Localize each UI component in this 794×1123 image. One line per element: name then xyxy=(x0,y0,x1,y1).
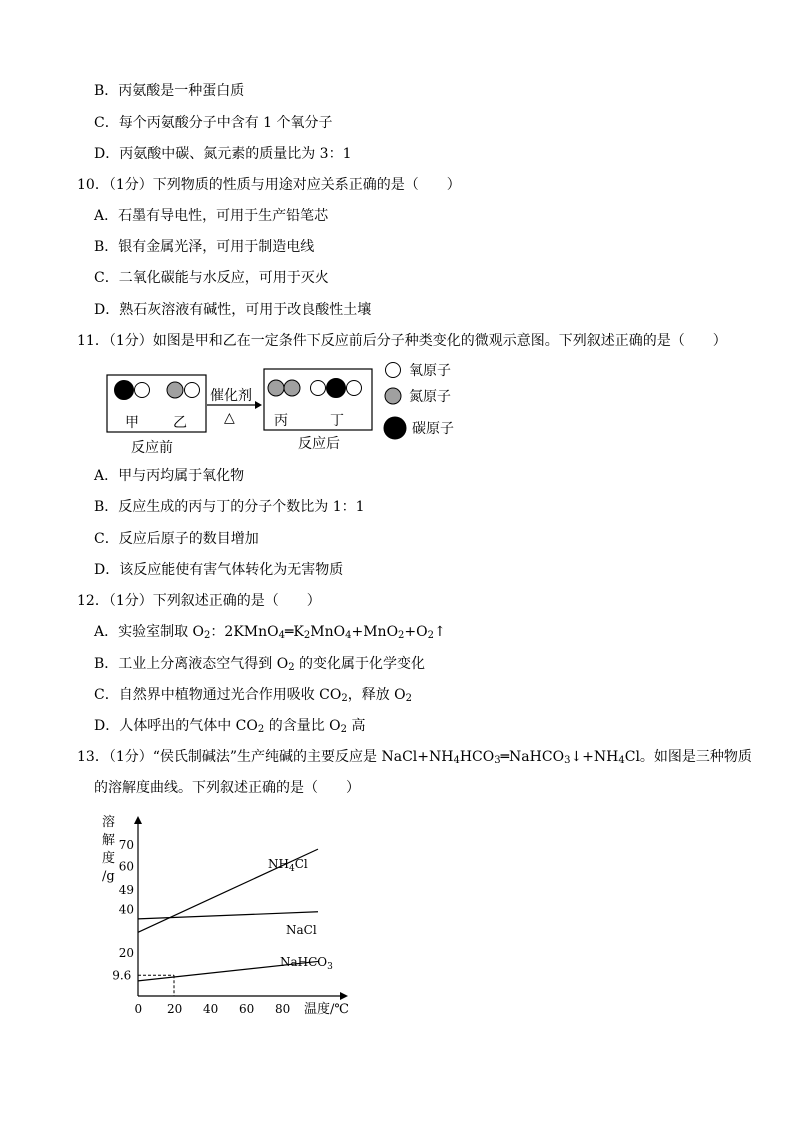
carbon-atom xyxy=(327,379,346,398)
q12-option-a: A．实验室制取 $O_2$：$2KMnO_4═K_2MnO_4+MnO_2+O_2↑$ xyxy=(94,624,446,641)
series-label-nahco3: NaHCO$_3$ xyxy=(280,955,333,972)
q9-option-d: D．丙氨酸中碳、氮元素的质量比为 3：1 xyxy=(94,146,352,162)
nitrogen-atom xyxy=(284,380,300,396)
q9-option-b: B．丙氨酸是一种蛋白质 xyxy=(94,83,245,99)
series-line-nahco3 xyxy=(138,961,318,980)
q12-option-d: D．人体呼出的气体中 $CO_2$ 的含量比 $O_2$ 高 xyxy=(94,718,366,735)
x-axis-arrow xyxy=(340,992,348,1000)
series-line-nh4cl xyxy=(138,849,318,932)
oxygen-atom xyxy=(185,383,200,398)
q10-option-d: D．熟石灰溶液有碱性，可用于改良酸性土壤 xyxy=(94,302,372,318)
oxygen-atom xyxy=(135,383,150,398)
x-tick-label: 60 xyxy=(239,1002,255,1016)
y-tick-label: 60 xyxy=(118,859,135,874)
y-tick-label: 20 xyxy=(118,945,135,960)
before-caption: 反应前 xyxy=(131,440,173,456)
y-tick-label: 40 xyxy=(118,902,135,917)
q10-option-a: A．石墨有导电性，可用于生产铅笔芯 xyxy=(94,208,329,224)
y-axis-arrow xyxy=(134,816,142,824)
label-yi: 乙 xyxy=(173,415,187,431)
q13-stem-line1: 13．（1分）“侯氏制碱法”生产纯碱的主要反应是 $NaCl+NH_4HCO_3═NaHCO_3↓+NH_4Cl$。如图是三种物质 xyxy=(77,749,752,766)
x-tick-label: 0 xyxy=(134,1002,143,1016)
catalyst-label: 催化剂 xyxy=(210,388,252,404)
nitrogen-atom xyxy=(268,380,284,396)
q10-option-b: B．银有金属光泽，可用于制造电线 xyxy=(94,239,315,255)
series-line-nacl xyxy=(138,912,318,919)
label-jia: 甲 xyxy=(125,415,139,431)
y-axis-label: 解 xyxy=(102,833,116,848)
q12-option-c: C．自然界中植物通过光合作用吸收 $CO_2$，释放 $O_2$ xyxy=(94,687,413,704)
oxygen-atom xyxy=(347,381,362,396)
y-tick-label: 70 xyxy=(118,837,135,852)
label-ding: 丁 xyxy=(330,413,344,429)
y-axis-label: 度 xyxy=(102,851,116,866)
nitrogen-atom xyxy=(167,382,183,398)
q13-stem-line2: 的溶解度曲线。下列叙述正确的是（ ） xyxy=(94,780,360,796)
q12-option-b: B．工业上分离液态空气得到 $O_2$ 的变化属于化学变化 xyxy=(94,656,426,673)
legend-carbon-icon xyxy=(384,417,406,439)
carbon-atom xyxy=(115,381,134,400)
after-box xyxy=(264,369,372,430)
q11-option-a: A．甲与丙均属于氧化物 xyxy=(94,468,245,484)
label-bing: 丙 xyxy=(274,413,288,429)
x-tick-label: 20 xyxy=(167,1002,183,1016)
arrow-head xyxy=(255,401,262,409)
legend-carbon: 碳原子 xyxy=(412,421,454,437)
x-axis-label: 温度/℃ xyxy=(304,1002,349,1017)
y-tick-label: 9.6 xyxy=(112,968,132,983)
oxygen-atom xyxy=(311,381,326,396)
x-tick-label: 40 xyxy=(203,1002,219,1016)
legend-nitrogen: 氮原子 xyxy=(409,389,451,405)
q11-stem: 11．（1分）如图是甲和乙在一定条件下反应前后分子种类变化的微观示意图。下列叙述正确的是（ ） xyxy=(77,333,727,349)
q11-option-d: D．该反应能使有害气体转化为无害物质 xyxy=(94,562,344,578)
series-label-nacl: NaCl xyxy=(286,923,317,937)
q11-option-c: C．反应后原子的数目增加 xyxy=(94,531,259,547)
y-axis-label: 溶 xyxy=(102,815,116,830)
x-tick-label: 80 xyxy=(275,1002,291,1016)
before-box xyxy=(107,375,206,432)
q10-stem: 10．（1分）下列物质的性质与用途对应关系正确的是（ ） xyxy=(77,177,461,193)
q11-option-b: B．反应生成的丙与丁的分子个数比为 1：1 xyxy=(94,499,365,515)
legend-nitrogen-icon xyxy=(385,388,401,404)
after-caption: 反应后 xyxy=(298,436,340,452)
q10-option-c: C．二氧化碳能与水反应，可用于灭火 xyxy=(94,270,329,286)
q9-option-c: C．每个丙氨酸分子中含有 1 个氧分子 xyxy=(94,115,333,131)
legend-oxygen: 氧原子 xyxy=(409,363,451,379)
series-label-nh4cl: $NH_4Cl$ xyxy=(268,857,308,874)
y-tick-label: 49 xyxy=(118,883,135,898)
heat-label: △ xyxy=(224,410,235,426)
q12-stem: 12．（1分）下列叙述正确的是（ ） xyxy=(77,593,321,609)
legend-oxygen-icon xyxy=(386,363,401,378)
y-axis-label: /g xyxy=(102,869,115,884)
